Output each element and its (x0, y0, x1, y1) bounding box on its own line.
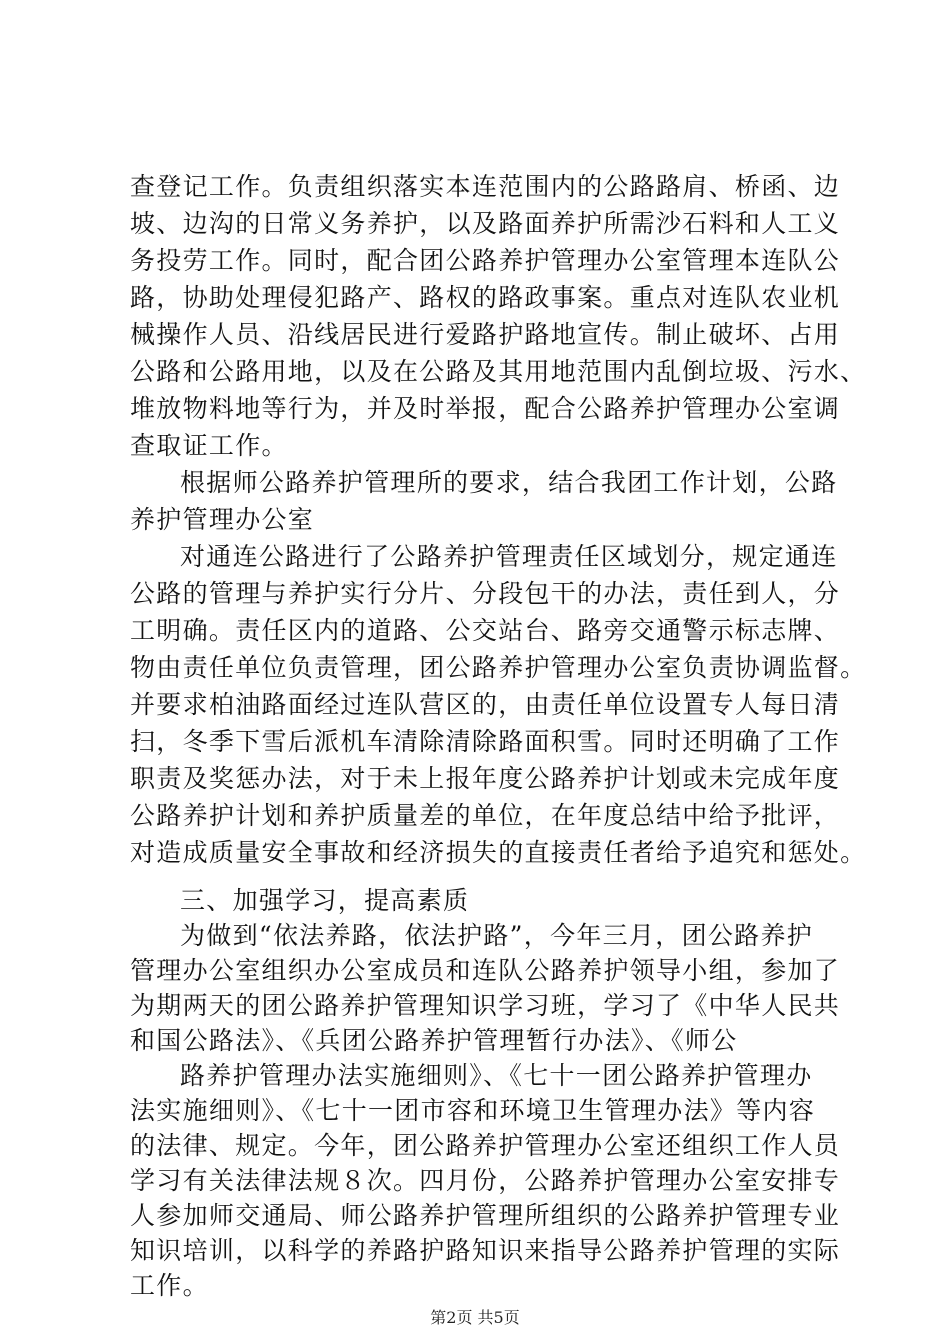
body-line: 物由责任单位负责管理，团公路养护管理办公室负责协调监督。 (130, 653, 867, 682)
body-line: 法实施细则》、《七十一团市容和环境卫生管理办法》等内容 (130, 1096, 816, 1125)
body-line: 和国公路法》、《兵团公路养护管理暂行办法》、《师公 (130, 1026, 738, 1055)
body-line: 扫，冬季下雪后派机车清除清除路面积雪。同时还明确了工作 (130, 727, 841, 756)
paragraph-start-line: 对通连公路进行了公路养护管理责任区域划分，规定通连 (180, 542, 838, 571)
body-line: 公路的管理与养护实行分片、分段包干的办法，责任到人，分 (130, 579, 841, 608)
paragraph-start-line: 为做到“依法养路，依法护路”，今年三月，团公路养护 (180, 921, 814, 950)
body-line: 路，协助处理侵犯路产、路权的路政事案。重点对连队农业机 (130, 283, 841, 312)
body-line: 工明确。责任区内的道路、公交站台、路旁交通警示标志牌、 (130, 616, 841, 645)
body-line: 并要求柏油路面经过连队营区的，由责任单位设置专人每日清 (130, 690, 841, 719)
body-line: 人参加师交通局、师公路养护管理所组织的公路养护管理专业 (130, 1201, 841, 1230)
body-line: 查取证工作。 (130, 431, 288, 460)
paragraph-start-line: 路养护管理办法实施细则》、《七十一团公路养护管理办 (180, 1061, 813, 1090)
body-line: 学习有关法律法规８次。四月份，公路养护管理办公室安排专 (130, 1166, 841, 1195)
page-footer: 第2页 共5页 (430, 1308, 520, 1327)
body-line: 管理办公室组织办公室成员和连队公路养护领导小组，参加了 (130, 956, 841, 985)
body-line: 为期两天的团公路养护管理知识学习班，学习了《中华人民共 (130, 991, 841, 1020)
body-line: 公路和公路用地，以及在公路及其用地范围内乱倒垃圾、污水、 (130, 357, 867, 386)
body-line: 的法律、规定。今年，团公路养护管理办公室还组织工作人员 (130, 1131, 841, 1160)
body-line: 械操作人员、沿线居民进行爱路护路地宣传。制止破坏、占用 (130, 320, 841, 349)
body-line: 查登记工作。负责组织落实本连范围内的公路路肩、桥函、边 (130, 172, 841, 201)
body-line: 公路养护计划和养护质量差的单位，在年度总结中给予批评， (130, 801, 841, 830)
body-line: 职责及奖惩办法，对于未上报年度公路养护计划或未完成年度 (130, 764, 841, 793)
body-line: 对造成质量安全事故和经济损失的直接责任者给予追究和惩处。 (130, 838, 867, 867)
body-line: 工作。 (130, 1271, 209, 1300)
paragraph-start-line: 根据师公路养护管理所的要求，结合我团工作计划，公路 (180, 468, 838, 497)
body-line: 堆放物料地等行为，并及时举报，配合公路养护管理办公室调 (130, 394, 841, 423)
section-heading: 三、加强学习，提高素质 (180, 886, 470, 915)
body-line: 知识培训，以科学的养路护路知识来指导公路养护管理的实际 (130, 1236, 841, 1265)
body-line: 坡、边沟的日常义务养护，以及路面养护所需沙石料和人工义 (130, 209, 841, 238)
body-line: 务投劳工作。同时，配合团公路养护管理办公室管理本连队公 (130, 246, 841, 275)
body-line: 养护管理办公室 (130, 505, 315, 534)
